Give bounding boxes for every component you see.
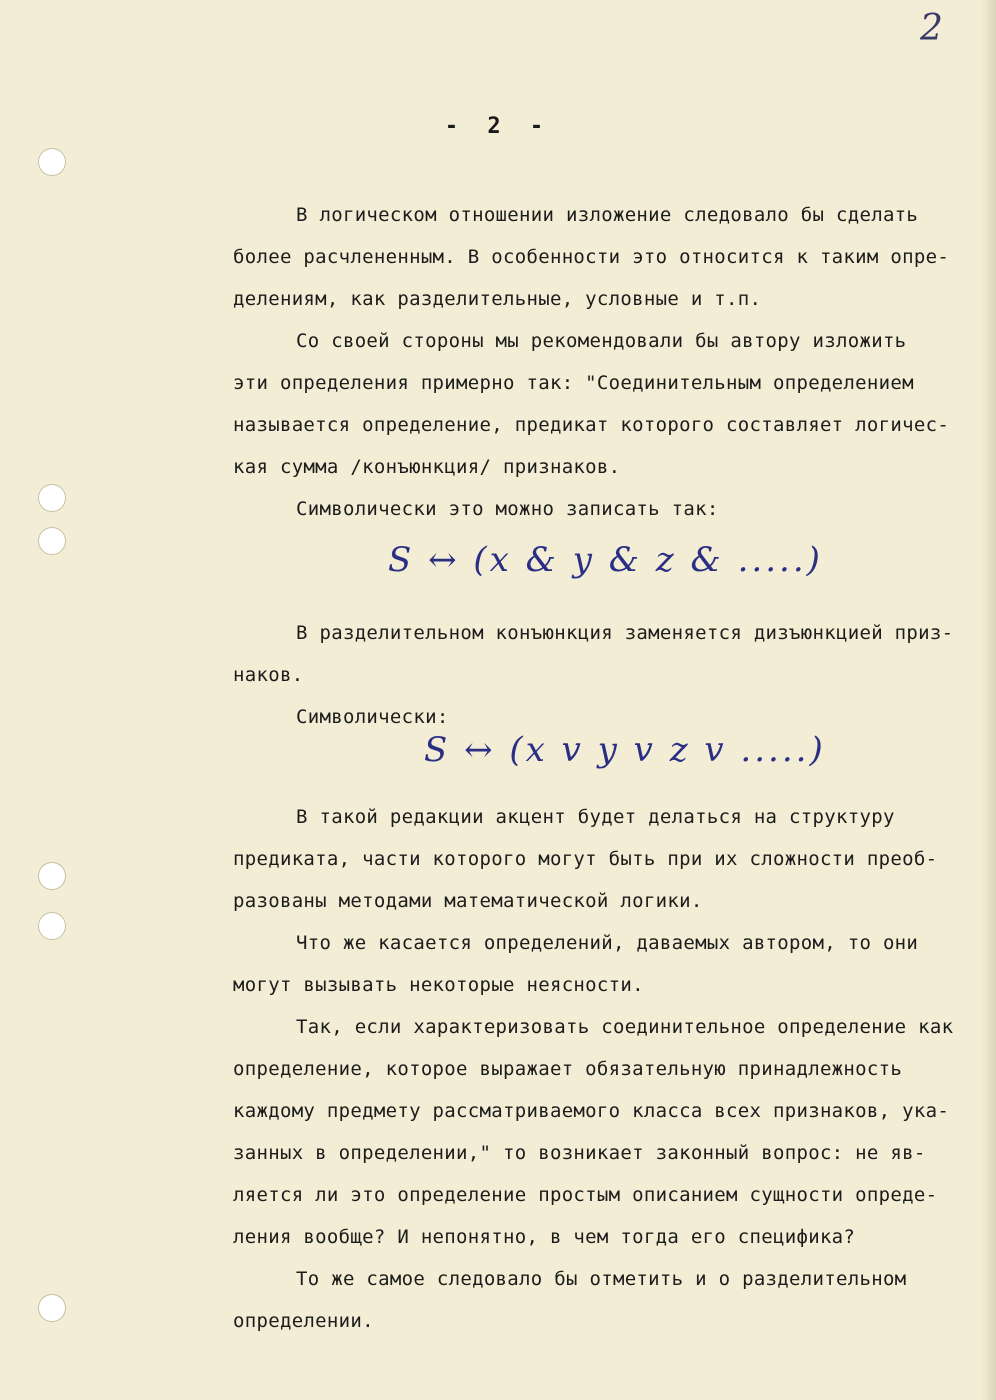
handwritten-page-mark: 2	[920, 8, 943, 49]
text-line: называется определение, предикат которого составляет логичес-	[233, 414, 950, 436]
text-line: Что же касается определений, даваемых автором, то они	[296, 932, 919, 954]
punch-hole-2	[38, 484, 66, 512]
text-line: кая сумма /конъюнкция/ признаков.	[233, 456, 621, 478]
page-edge-shadow	[982, 0, 996, 1400]
text-line: занных в определении," то возникает законный вопрос: не яв-	[233, 1142, 926, 1164]
punch-hole-6	[38, 1294, 66, 1322]
text-line: определении.	[233, 1310, 374, 1332]
text-line: В такой редакции акцент будет делаться на структуру	[296, 806, 895, 828]
text-line: могут вызывать некоторые неясности.	[233, 974, 644, 996]
text-line: В логическом отношении изложение следовало бы сделать	[296, 204, 919, 226]
text-line: определение, которое выражает обязательную принадлежность	[233, 1058, 903, 1080]
text-line: каждому предмету рассматриваемого класса всех признаков, ука-	[233, 1100, 950, 1122]
text-line: эти определения примерно так: "Соединительным определением	[233, 372, 914, 394]
formula-conjunction: S ↔ (x & y & z & .....)	[388, 540, 823, 580]
punch-hole-5	[38, 912, 66, 940]
text-line: Так, если характеризовать соединительное определение как	[296, 1016, 954, 1038]
text-line: более расчлененным. В особенности это относится к таким опре-	[233, 246, 950, 268]
punch-hole-4	[38, 862, 66, 890]
text-line: Со своей стороны мы рекомендовали бы автору изложить	[296, 330, 907, 352]
text-line: ления вообще? И непонятно, в чем тогда его специфика?	[233, 1226, 856, 1248]
text-line: То же самое следовало бы отметить и о разделительном	[296, 1268, 907, 1290]
text-line: Символически это можно записать так:	[296, 498, 719, 520]
text-line: наков.	[233, 664, 304, 686]
text-line: ляется ли это определение простым описанием сущности опреде-	[233, 1184, 938, 1206]
page-number: - 2 -	[444, 114, 552, 139]
text-line: разованы методами математической логики.	[233, 890, 703, 912]
punch-hole-1	[38, 148, 66, 176]
text-line: предиката, части которого могут быть при их сложности преоб-	[233, 848, 938, 870]
formula-disjunction: S ↔ (x v y v z v .....)	[424, 730, 826, 770]
text-line: В разделительном конъюнкция заменяется дизъюнкцией приз-	[296, 622, 954, 644]
text-line: Символически:	[296, 706, 449, 728]
punch-hole-3	[38, 527, 66, 555]
text-line: делениям, как разделительные, условные и т.п.	[233, 288, 762, 310]
